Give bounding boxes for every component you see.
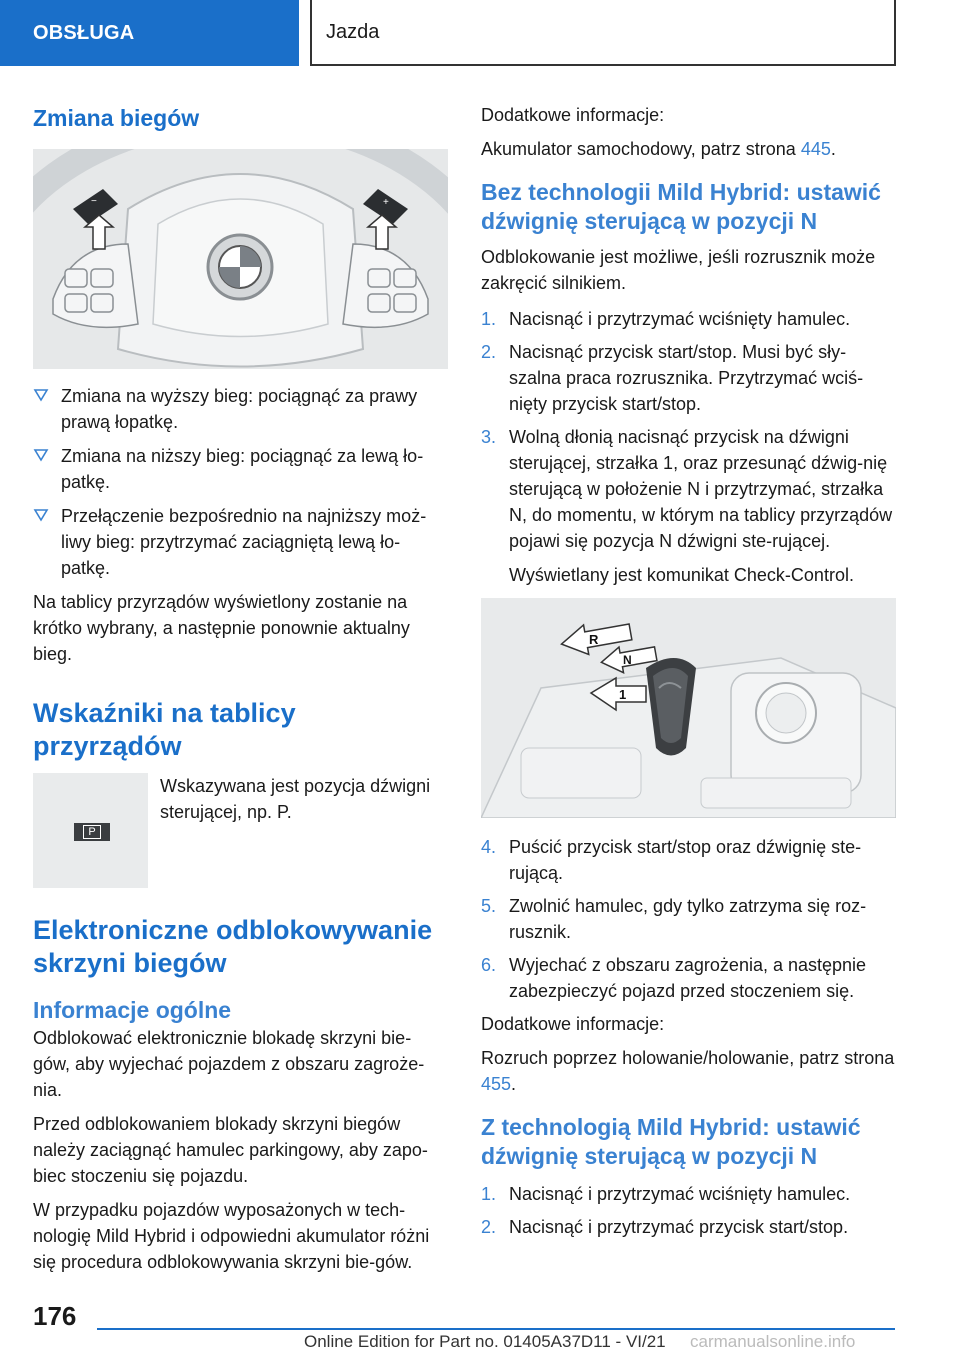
park-symbol-text: P (83, 825, 100, 839)
general-paragraph-3: W przypadku pojazdów wyposażonych w tech-nologię Mild Hybrid i odpowiedni akumulator różni się procedura odblokowywania skrzyni bie-gów. (33, 1200, 430, 1272)
gear-selector-illustration (481, 598, 896, 818)
step-text: Wolną dłonią nacisnąć przycisk na dźwigni sterującej, strzałka 1, oraz przesunąć dźwig-nię sterującą w położenie N i przytrzymać, strzałka N, do momentu, w którym na tablicy przyrządów pojawi się pozycja N dźwigni ste-rującej. (509, 427, 893, 551)
battery-page-link[interactable]: 445 (800, 139, 831, 159)
step-number: 3. (481, 427, 497, 447)
tow-page-link[interactable]: 455 (481, 1074, 512, 1094)
triangle-bullet-icon (33, 507, 49, 523)
list-item (481, 952, 896, 1004)
edition-info: Online Edition for Part no. 01405A37D11 - VI/21 (304, 1332, 666, 1351)
gear-selector-drawing (481, 598, 896, 818)
paddle-list (33, 383, 448, 581)
r-label: R (589, 632, 599, 647)
step-text: Zwolnić hamulec, gdy tylko zatrzyma się roz-rusznik. (509, 896, 867, 942)
tow-reference-end: . (511, 1074, 517, 1094)
no-mild-intro: Odblokowanie jest możliwe, jeśli rozrusznik może zakręcić silnikiem. (481, 247, 876, 293)
list-item (481, 1214, 896, 1240)
step-number: 2. (481, 1217, 497, 1237)
list-item (33, 503, 448, 581)
list-item (481, 339, 896, 417)
mild-hybrid-heading: Z technologią Mild Hybrid: ustawić dźwignię sterującą w pozycji N (481, 1114, 861, 1169)
list-item (33, 383, 448, 435)
footer-divider (97, 1328, 895, 1330)
general-paragraph-2: Przed odblokowaniem blokady skrzyni biegów należy zaciągnąć hamulec parkingowy, aby zapo-biec stoczeniu się pojazdu. (33, 1114, 428, 1186)
step-number: 6. (481, 955, 497, 975)
list-item-text: Zmiana na niższy bieg: pociągnąć za lewą ło-patkę. (61, 446, 424, 492)
step-text: Wyjechać z obszaru zagrożenia, a następnie zabezpieczyć pojazd przed stoczeniem się. (509, 955, 867, 1001)
chapter-header (310, 0, 896, 66)
steps-list-c (481, 1181, 896, 1240)
step-text: Nacisnąć i przytrzymać przycisk start/stop. (509, 1217, 849, 1237)
right-column (481, 98, 896, 1247)
more-info-label-2: Dodatkowe informacje: (481, 1014, 665, 1034)
display-paragraph: Na tablicy przyrządów wyświetlony zostanie na krótko wybrany, a następnie ponownie aktualny bieg. (33, 592, 410, 664)
n-label: N (623, 653, 632, 667)
park-symbol-icon (74, 823, 110, 841)
section-tab[interactable] (0, 0, 299, 66)
step-number: 1. (481, 309, 497, 329)
step-number: 2. (481, 342, 497, 362)
section-label: OBSŁUGA (33, 21, 135, 44)
indicator-description: Wskazywana jest pozycja dźwigni sterującej, np. P. (160, 776, 431, 822)
steps-list-a (481, 306, 896, 588)
list-item (481, 834, 896, 886)
svg-text:+: + (383, 197, 389, 208)
watermark-text: carmanualsonline.info (690, 1332, 856, 1351)
more-info-label: Dodatkowe informacje: (481, 105, 665, 125)
step-number: 5. (481, 896, 497, 916)
chapter-label: Jazda (326, 20, 380, 43)
list-item-text: Zmiana na wyższy bieg: pociągnąć za prawy prawą łopatkę. (61, 386, 418, 432)
steps-list-b (481, 834, 896, 1004)
list-item-text: Przełączenie bezpośrednio na najniższy moż-liwy bieg: przytrzymać zaciągniętą lewą ło-patkę. (61, 506, 427, 578)
step-number: 4. (481, 837, 497, 857)
general-paragraph-1: Odblokować elektronicznie blokadę skrzyni bie-gów, aby wyjechać pojazdem z obszaru zagroże-nia. (33, 1028, 425, 1100)
step-text: Nacisnąć i przytrzymać wciśnięty hamulec. (509, 1184, 851, 1204)
battery-reference-end: . (830, 139, 836, 159)
general-info-heading: Informacje ogólne (33, 997, 232, 1023)
triangle-bullet-icon (33, 447, 49, 463)
battery-reference-text: Akumulator samochodowy, patrz strona (481, 139, 801, 159)
indicator-display-image (33, 773, 148, 888)
step-text: Nacisnąć i przytrzymać wciśnięty hamulec. (509, 309, 851, 329)
indicator-row (33, 773, 448, 888)
step-text: Nacisnąć przycisk start/stop. Musi być sły-szalna praca rozrusznika. Przytrzymać wciś-nięty przycisk start/stop. (509, 342, 864, 414)
step-subtext: Wyświetlany jest komunikat Check-Control. (509, 565, 854, 585)
tow-reference (481, 1045, 896, 1097)
battery-reference (481, 136, 896, 162)
left-column (33, 98, 448, 1283)
list-item (33, 443, 448, 495)
steering-wheel-illustration (33, 149, 448, 369)
bmw-logo-icon (208, 235, 272, 299)
triangle-bullet-icon (33, 387, 49, 403)
one-label: 1 (619, 687, 627, 702)
svg-text:−: − (91, 196, 97, 207)
list-item (481, 306, 896, 332)
unlock-heading: Elektroniczne odblokowywanie skrzyni biegów (33, 915, 433, 978)
steering-wheel-drawing (33, 149, 448, 369)
indicators-heading: Wskaźniki na tablicy przyrządów (33, 698, 296, 761)
list-item (481, 893, 896, 945)
tow-reference-text: Rozruch poprzez holowanie/holowanie, patrz strona (481, 1048, 895, 1068)
page-number: 176 (33, 1301, 77, 1331)
step-text: Puścić przycisk start/stop oraz dźwignię ste-rującą. (509, 837, 862, 883)
step-number: 1. (481, 1184, 497, 1204)
no-mild-hybrid-heading: Bez technologii Mild Hybrid: ustawić dźwignię sterującą w pozycji N (481, 179, 881, 234)
gear-change-heading: Zmiana biegów (33, 105, 200, 131)
list-item (481, 424, 896, 588)
list-item (481, 1181, 896, 1207)
